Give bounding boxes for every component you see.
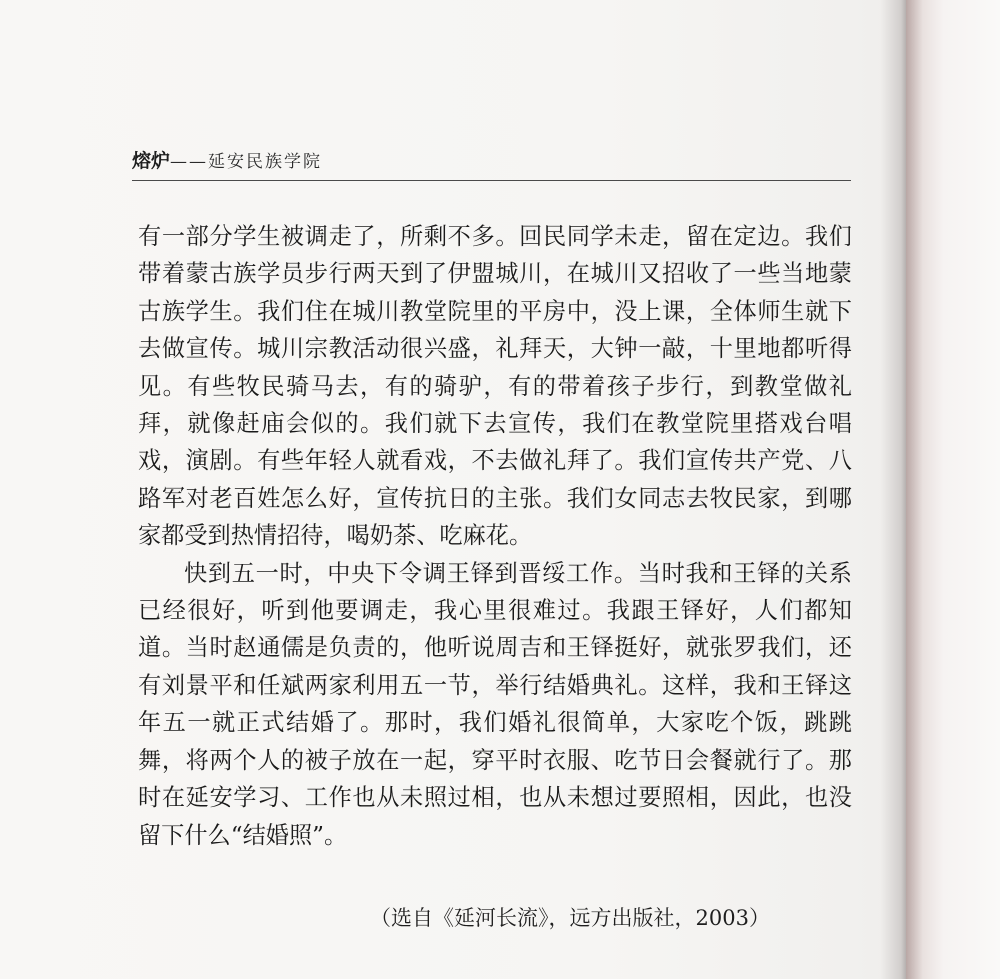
header-rule	[132, 180, 851, 181]
header-subtitle: 延安民族学院	[208, 152, 323, 172]
paragraph-1: 有一部分学生被调走了，所剩不多。回民同学未走，留在定边。我们带着蒙古族学员步行两天到了伊盟城川，在城川又招收了一些当地蒙古族学生。我们住在城川教堂院里的平房中，没上课，全体师生就下去做宣传。城川宗教活动很兴盛，礼拜天，大钟一敲，十里地都听得见。有些牧民骑马去，有的骑驴，有的带着孩子步行，到教堂做礼拜，就像赶庙会似的。我们就下去宣传，我们在教堂院里搭戏台唱戏，演剧。有些年轻人就看戏，不去做礼拜了。我们宣传共产党、八路军对老百姓怎么好，宣传抗日的主张。我们女同志去牧民家，到哪家都受到热情招待，喝奶茶、吃麻花。	[138, 223, 852, 550]
running-header	[132, 146, 322, 174]
body-text	[138, 218, 852, 854]
source-citation: （选自《延河长流》，远方出版社，2003）	[370, 906, 770, 930]
header-book-title: 熔炉	[132, 150, 171, 172]
header-dash: ——	[170, 152, 209, 172]
adjacent-page-edge	[906, 0, 1000, 979]
paragraph-2: 快到五一时，中央下令调王铎到晋绥工作。当时我和王铎的关系已经很好，听到他要调走，我心里很难过。我跟王铎好，人们都知道。当时赵通儒是负责的，他听说周吉和王铎挺好，就张罗我们，还有刘景平和任斌两家利用五一节，举行结婚典礼。这样，我和王铎这年五一就正式结婚了。那时，我们婚礼很简单，大家吃个饭，跳跳舞，将两个人的被子放在一起，穿平时衣服、吃节日会餐就行了。那时在延安学习、工作也从未照过相，也从未想过要照相，因此，也没留下什么“结婚照”。	[138, 559, 852, 849]
